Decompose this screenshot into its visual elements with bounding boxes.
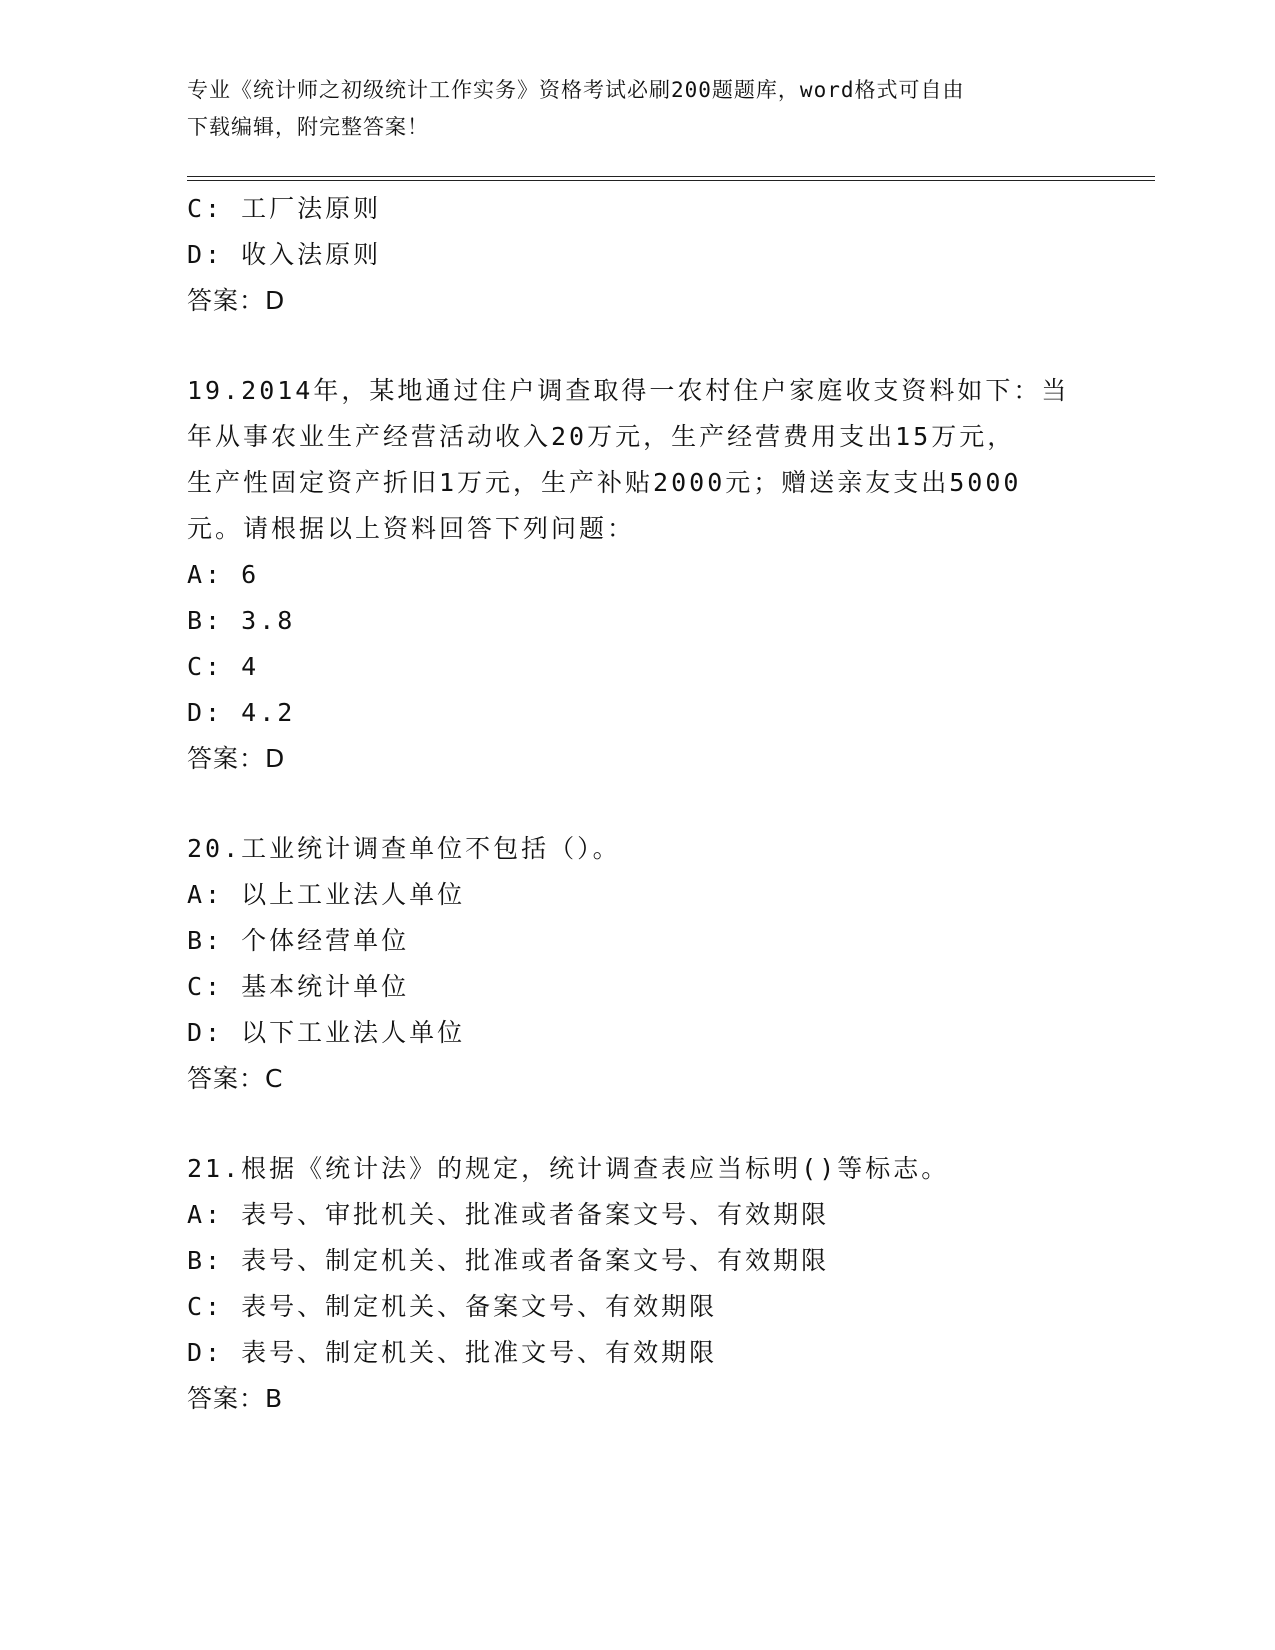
question-stem: 生产性固定资产折旧1万元，生产补贴2000元；赠送亲友支出5000 [187,468,1022,497]
answer: 答案：D [187,286,286,315]
option-b: B: 个体经营单位 [187,926,410,955]
option-a: A: 表号、审批机关、批准或者备案文号、有效期限 [187,1200,830,1229]
option-d: D: 收入法原则 [187,240,382,269]
option-b: B: 3.8 [187,606,296,635]
option-c: C: 基本统计单位 [187,972,410,1001]
question-19 [187,368,1087,782]
answer: 答案：C [187,1064,284,1093]
option-d: D: 表号、制定机关、批准文号、有效期限 [187,1338,718,1367]
option-c: C: 4 [187,652,260,681]
header-line-1: 专业《统计师之初级统计工作实务》资格考试必刷200题题库，word格式可自由 [187,78,965,102]
question-stem: 年从事农业生产经营活动收入20万元，生产经营费用支出15万元， [187,422,1016,451]
spacer [187,1102,1087,1146]
option-a: A: 6 [187,560,260,589]
option-c: C: 表号、制定机关、备案文号、有效期限 [187,1292,718,1321]
question-stem: 21.根据《统计法》的规定，统计调查表应当标明()等标志。 [187,1154,950,1183]
option-c: C: 工厂法原则 [187,194,382,223]
option-d: D: 4.2 [187,698,296,727]
question-stem: 20.工业统计调查单位不包括（）。 [187,834,621,863]
question-stem: 元。请根据以上资料回答下列问题： [187,514,636,543]
question-stem: 19.2014年，某地通过住户调查取得一农村住户家庭收支资料如下：当 [187,376,1070,405]
spacer [187,782,1087,826]
header-divider [187,176,1155,181]
answer: 答案：D [187,744,286,773]
option-d: D: 以下工业法人单位 [187,1018,466,1047]
option-a: A: 以上工业法人单位 [187,880,466,909]
question-21 [187,1146,1087,1422]
spacer [187,324,1087,368]
question-list [187,186,1087,1422]
answer: 答案：B [187,1384,284,1413]
question-18-tail [187,186,1087,324]
option-b: B: 表号、制定机关、批准或者备案文号、有效期限 [187,1246,830,1275]
document-header [187,72,1087,146]
header-line-2: 下载编辑，附完整答案！ [187,115,429,139]
question-20 [187,826,1087,1102]
